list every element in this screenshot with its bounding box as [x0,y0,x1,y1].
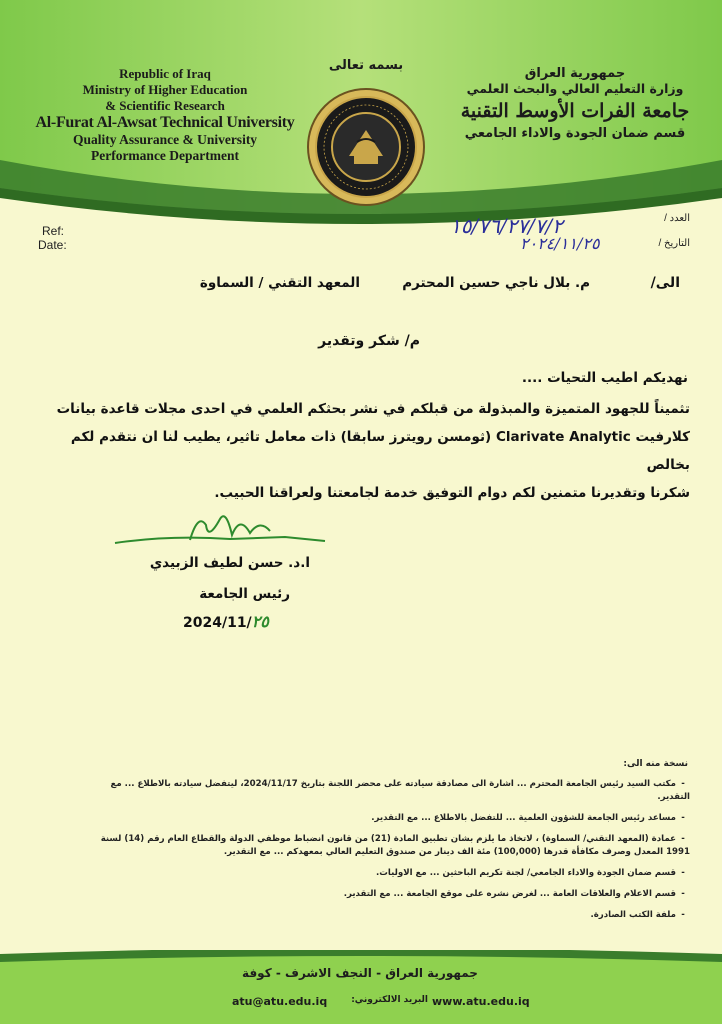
header-en-university: Al-Furat Al-Awsat Technical University [35,114,295,131]
signature-scribble [110,505,330,555]
body-line-2: كلارفيت Clarivate Analytic (ثومسن رويترز سابقا) ذات معامل تاثير، يطيب لنا ان نتقدم لكم بخالص [70,429,690,473]
handwritten-date: ٢٠٢٤/١١/٢٥ [520,234,600,253]
addressee-to: الى/ [650,275,680,291]
copy-item: -عمادة (المعهد التقني/ السماوة) ، لاتخاذ ما يلزم بشان تطبيق المادة (21) من قانون انضباط موظفي الدولة والقطاع العام رقم (14) لسنة 1991 المعدل وصرف مكافأة قدرها (100,000) مئة الف دينار من صندوق التعليم العالي بمعهدكم ... مع التقدير. [100,834,690,857]
signatory-title: رئيس الجامعة [199,586,290,602]
header-en-department: Performance Department [90,148,240,163]
signatory-name: ا.د. حسن لطيف الزبيدي [149,555,310,571]
body-line-1: تثميناً للجهود المتميزة والمبذولة من قبلكم في نشر بحثكم العلمي في احدى مجلات قاعدة بيانات [56,401,690,417]
footer-email[interactable]: atu@atu.edu.iq [232,995,328,1008]
body-line-3: شكرنا وتقديرنا متمنين لكم دوام التوفيق خدمة لجامعتنا ولعراقنا الحبيب. [214,485,690,501]
addressee-name: م. بلال ناجي حسين المحترم [402,275,590,291]
letter-body [40,395,690,507]
ref-label: Ref: [42,224,65,238]
signature-date-typed: 2024/11/ [183,615,252,631]
copies-label: نسخة منه الى: [623,759,688,769]
header-ar-department: قسم ضمان الجودة والاداء الجامعي [464,126,686,141]
header-ar-republic: جمهورية العراق [524,66,626,81]
footer-band [0,950,722,1024]
greeting: نهديكم اطيب التحيات .... [521,370,688,386]
header-en-block [30,66,300,164]
signature-date [183,612,269,631]
subject-line: م/ شكر وتقدير [318,333,420,349]
copy-item: -مساعد رئيس الجامعة للشؤون العلمية ... للتفضل بالاطلاع ... مع التقدير. [371,813,685,823]
copy-item: -قسم الاعلام والعلاقات العامة ... لغرض نشره على موقع الجامعة ... مع التقدير. [343,889,685,899]
header-ar-ministry: وزارة التعليم العالي والبحث العلمي [466,81,684,96]
header-en-republic: Republic of Iraq [119,66,211,81]
number-label-ar: العدد / [664,213,690,224]
copy-item: -مكتب السيد رئيس الجامعة المحترم ... اشارة الى مصادقة سيادته على محضر اللجنة بتاريخ 2024/11/17، ليتفضل سيادته بالاطلاع ... مع التقدير. [110,779,690,802]
copy-item: -ملفة الكتب الصادرة. [590,910,685,920]
footer-address: جمهورية العراق - النجف الاشرف - كوفة [242,966,478,980]
header-en-ministry: Ministry of Higher Education [82,82,248,97]
footer-website[interactable]: www.atu.edu.iq [432,995,530,1008]
university-logo [305,86,427,208]
basmala: بسمه تعالى [328,58,404,73]
date-label-ar: التاريخ / [658,238,690,249]
copy-item: -قسم ضمان الجودة والاداء الجامعي/ لجنة تكريم الباحثين ... مع الاوليات. [376,868,685,878]
header-ar-block [440,66,710,141]
header-en-quality: Quality Assurance & University [72,132,258,147]
header-en-research: & Scientific Research [105,98,225,113]
signature-date-handwritten: ٢٥ [251,612,269,631]
handwritten-number: ١٥/٧٦/٢٧/٧/٢ [450,214,563,238]
footer-email-label: البريد الالكتروني: [351,995,428,1005]
header-ar-university: جامعة الفرات الأوسط التقنية [460,100,690,122]
date-label: Date: [38,238,67,252]
copies-list [80,778,690,922]
addressee-institute: المعهد التقني / السماوة [199,275,360,291]
